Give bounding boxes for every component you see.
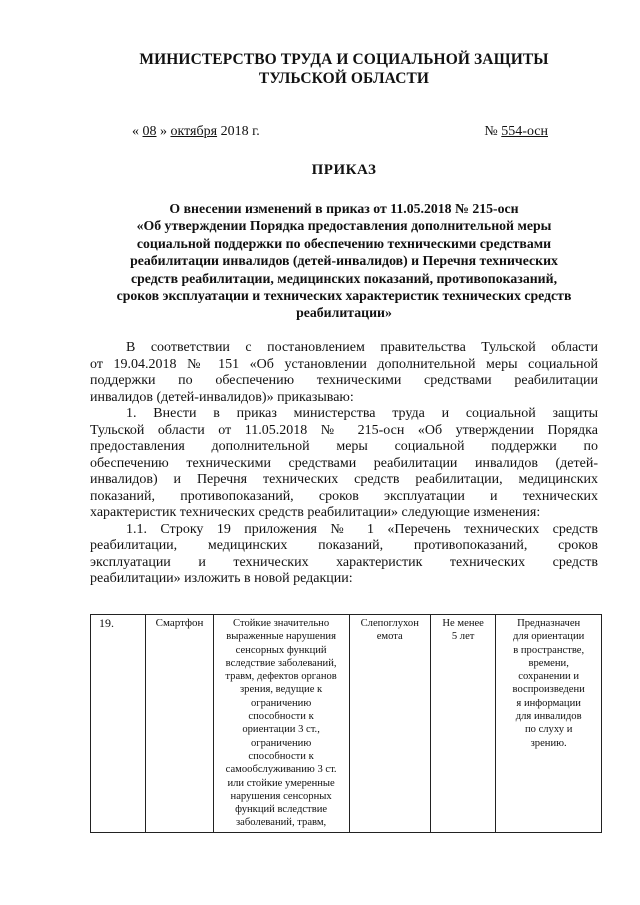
text-line: реабилитации, медицинских показаний, противопоказаний, сроков bbox=[90, 538, 598, 553]
order-title: ПРИКАЗ bbox=[311, 162, 377, 178]
indications-cell: Стойкие значительно выраженные нарушения сенсорных функций вследствие заболеваний, травм, дефектов органов зрения, ведущие к ограничению способности к ориентации 3 ст., ограничению способности к самообслуживанию 3 ст. или стойкие умеренные нарушения сенсорных функций вследствие заболеваний, травм, bbox=[213, 615, 349, 833]
text-line: обеспечению техническими средствами реабилитации инвалидов (детей- bbox=[90, 455, 598, 471]
text-line: В соответствии с постановлением правительства Тульской области bbox=[126, 340, 598, 355]
text-line: Тульской области от 11.05.2018 № 215-осн «Об утверждении Порядка bbox=[90, 422, 598, 438]
subject-line: О внесении изменений в приказ от 11.05.2018 № 215-осн bbox=[169, 201, 519, 216]
text-line: инвалидов) и Перечня технических средств реабилитации, медицинских bbox=[90, 472, 598, 487]
order-number: № 554-осн bbox=[484, 124, 548, 139]
subject-line: «Об утверждении Порядка предоставления дополнительной меры bbox=[136, 218, 552, 234]
order-subject bbox=[90, 200, 598, 322]
text-line: инвалидов (детей-инвалидов)» приказываю: bbox=[90, 389, 354, 405]
subject-line: средств реабилитации, медицинских показаний, противопоказаний, bbox=[130, 270, 558, 286]
table-row bbox=[91, 615, 602, 833]
usage-term-cell: Не менее 5 лет bbox=[430, 615, 495, 833]
ministry-header-line-2: ТУЛЬСКОЙ ОБЛАСТИ bbox=[258, 70, 430, 87]
subject-line: сроков эксплуатации и технических характеристик технических средств bbox=[116, 288, 572, 304]
paragraph-preamble bbox=[90, 340, 598, 406]
text-line: эксплуатации и технических характеристик технических средств bbox=[90, 554, 598, 570]
text-line: характеристик технических средств реабилитации» следующие изменения: bbox=[90, 505, 541, 520]
order-number-value: 554-осн bbox=[501, 124, 548, 139]
text-line: предоставления дополнительной меры социальной поддержки по bbox=[90, 439, 598, 454]
order-date: « 08 » октября 2018 г. bbox=[132, 124, 260, 139]
ministry-header bbox=[90, 50, 598, 88]
text-line: 1.1. Строку 19 приложения № 1 «Перечень технических средств bbox=[126, 521, 598, 537]
paragraph-item-1 bbox=[90, 406, 598, 522]
subject-line: реабилитации инвалидов (детей-инвалидов) и Перечня технических bbox=[130, 253, 558, 269]
characteristics-cell: Предназначен для ориентации в пространстве, времени, сохранении и воспроизведени я информации для инвалидов по слуху и зрению. bbox=[496, 615, 602, 833]
rehab-means-table bbox=[90, 614, 602, 833]
contraindications-cell: Слепоглухон емота bbox=[349, 615, 430, 833]
ministry-header-line-1: МИНИСТЕРСТВО ТРУДА И СОЦИАЛЬНОЙ ЗАЩИТЫ bbox=[139, 51, 549, 68]
order-year: 2018 г. bbox=[220, 124, 260, 139]
row-number-cell: 19. bbox=[91, 615, 146, 833]
text-line: показаний, противопоказаний, сроков эксплуатации и технических bbox=[90, 488, 598, 504]
device-name-cell: Смартфон bbox=[146, 615, 213, 833]
subject-line: социальной поддержки по обеспечению техническими средствами bbox=[136, 235, 552, 251]
paragraph-item-1-1 bbox=[90, 522, 598, 588]
order-body bbox=[90, 340, 598, 588]
text-line: 1. Внести в приказ министерства труда и социальной защиты bbox=[126, 406, 598, 421]
text-line: поддержки по обеспечению техническими средствами реабилитации bbox=[90, 373, 598, 388]
subject-line: реабилитации» bbox=[296, 305, 392, 321]
order-month: октября bbox=[170, 124, 218, 139]
text-line: от 19.04.2018 № 151 «Об установлении дополнительной меры социальной bbox=[90, 356, 598, 372]
text-line: реабилитации» изложить в новой редакции: bbox=[90, 571, 353, 586]
order-day: 08 bbox=[142, 124, 157, 139]
